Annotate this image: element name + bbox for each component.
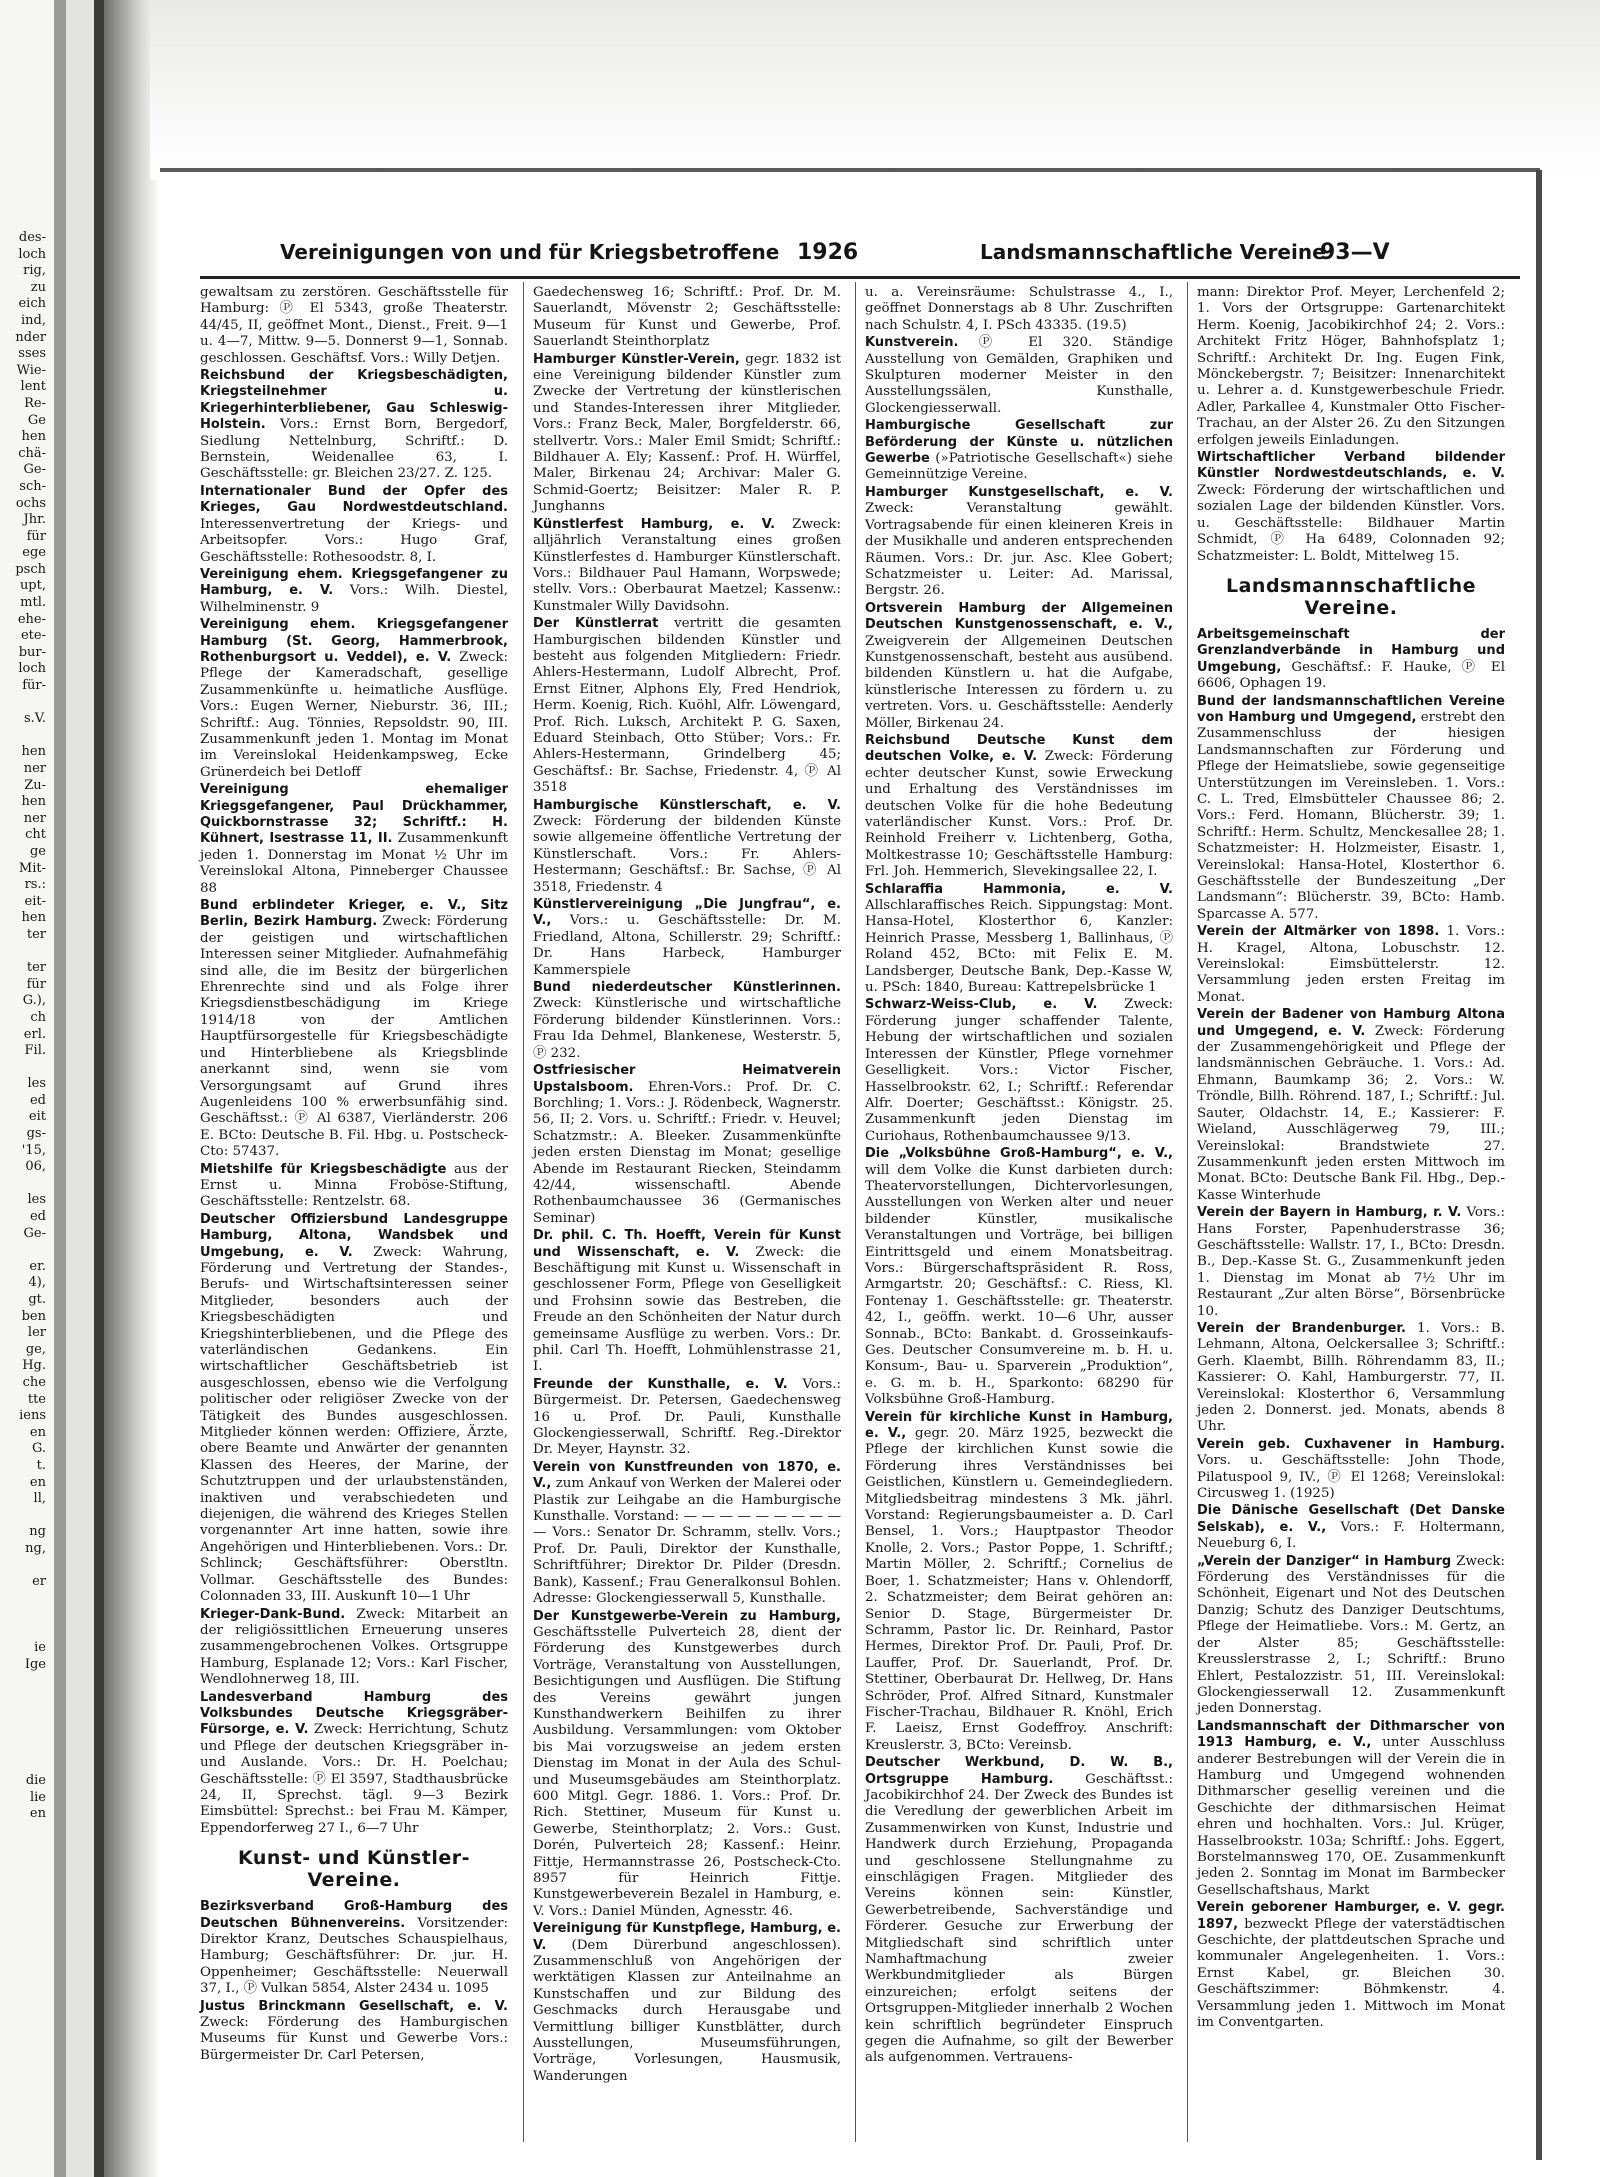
gutter-fragment: Ge- (23, 462, 46, 478)
column-divider (523, 282, 524, 2142)
gutter-fragment: ll, (33, 1491, 46, 1507)
gutter-fragment: ge, (25, 1341, 46, 1357)
directory-entry (865, 285, 1173, 334)
gutter-fragment: ie (34, 1640, 46, 1656)
column-divider (1187, 282, 1188, 2142)
directory-entry (200, 1607, 508, 1689)
gutter-fragment: des- (18, 230, 46, 245)
entry-name: Verein geborener Hamburger, e. V. gegr. 1897, (1197, 1900, 1505, 1932)
column-divider (855, 282, 856, 2142)
entry-name: Bund erblindeter Krieger, e. V., Sitz Berlin, Bezirk Hamburg. (200, 898, 508, 930)
gutter-fragment: psch (15, 561, 46, 577)
entry-text: Vors.: u. Geschäftsstelle: Dr. M. Friedland, Altona, Schillerstr. 29; Schriftf.: Dr. Hans Harbeck, Hamburger Kammerspiele (533, 913, 842, 978)
entry-text: unter Ausschluss anderer Bestrebungen will der Verein die in Hamburg und Umgegend wohnenden Dithmarscher gesellig vereinen und die Geschichte der dithmarsischen Heimat ehren und hochhalten. Vors.: Jul. Krüger, Hasselbrookstr. 103a; Schriftf.: Johs. Eggert, Borstelmannsweg 170, OE. Zusammenkunft jeden 2. Sonntag im Monat im Barmbecker Gesellschaftshaus, Markt (1197, 1735, 1505, 1898)
directory-entry (1197, 694, 1505, 924)
directory-entry (533, 517, 841, 615)
entry-name: Internationaler Bund der Opfer des Krieges, Gau Nordwestdeutschland. (200, 483, 508, 516)
entry-name: Landsmannschaft der Dithmarscher von 1913 Hamburg, e. V., (1197, 1718, 1505, 1751)
gutter-fragment: G.), (22, 993, 46, 1009)
entry-text: aus der Ernst u. Minna Froböse-Stiftung, Geschäftsstelle: Rentzelstr. 68. (200, 1161, 509, 1210)
directory-entry (865, 601, 1173, 732)
directory-entry (865, 335, 1173, 417)
gutter-fragment (0, 1823, 46, 1840)
directory-entry (533, 352, 841, 516)
entry-name: Reichsbund Deutsche Kunst dem deutschen Volke, e. V. (865, 732, 1173, 765)
column-2 (533, 285, 841, 2086)
entry-text: Ⓟ El 320. Ständige Ausstellung von Gemälden, Graphiken und Skulpturen moderner Meister in den Ausstellungssälen, Kunsthalle, Glockengiesserwall. (865, 335, 1173, 416)
entry-text: mann: Direktor Prof. Meyer, Lerchenfeld 2; 1. Vors der Ortsgruppe: Gartenarchitekt Herm. Koenig, Jacobikirchhof 24; 2. Vors.: Architekt Fritz Höger, Bahnhofsplatz 1; Schriftf.: Architekt Dr. Ing. Eugen Fink, Mönckebergstr. 7; Beisitzer: Innenarchitekt u. Lehrer a. d. Kunstgewerbeschule Friedr. Adler, Parkallee 4, Kunstmaler Otto Fischer-Trachau, an der Alster 26. Zu den Sitzungen erfolgen jeweils Einladungen. (1197, 285, 1505, 448)
directory-entry (1197, 1719, 1505, 1899)
gutter-fragment: ter (26, 926, 46, 942)
entry-text: Geschäftsstelle Pulverteich 28, dient der Förderung des Kunstgewerbes durch Vorträge, Veranstaltung von Ausstellungen, Besichtigungen und Ausflügen. Die Stiftung des Vereins gewährt jungen Kunsthandwerkern Beihilfen zu ihrer Ausbildung. Versammlungen: vom Oktober bis Mai vorzugsweise an jedem ersten Dienstag im Monat in der Aula des Schul- und Museumsgebäudes am Steinthorplatz. 600 Mitgl. Gegr. 1886. 1. Vors.: Prof. Dr. Rich. Stettiner, Museum für Kunst u. Gewerbe, Steinthorplatz; 2. Vors.: Gust. Dorén, Pulverteich 28; Kassenf.: Heinr. Fittje, Hermannstrasse 26, Postscheck-Cto. 8957 für Heinrich Fittje. Kunstgewerbeverein Bezalel in Hamburg, e. V. Vors.: Daniel Münden, Agnesstr. 46. (533, 1624, 841, 1919)
entry-text: Zweck: Veranstaltung gewählt. Vortragsabende für einen kleineren Kreis in der Musikhalle und anderen entsprechenden Räumen. Vors.: Dr. jur. Asc. Klee Gobert; Schatzmeister u. Leiter: Ad. Marissal, Bergstr. 26. (865, 501, 1173, 599)
gutter-fragment: tte (27, 1391, 46, 1407)
entry-text: Zweck: Förderung der Zusammengehörigkeit und Pflege der landsmännischen Gebräuche. 1. Vors.: Ad. Ehmann, Baumkamp 36; 2. Vors.: W. Tröndle, Billh. Röhrend. 187, I.; Schriftf.: Jul. Sauter, Oldachstr. 14, E.; Kassierer: F. Wieland, Ausschlägerweg 79, III.; Vereinslokal: Brandstwiete 27. Zusammenkunft jeden ersten Mittwoch im Monat. BCto: Deutsche Bank Fil. Hbg., Dep.-Kasse Winterhude (1197, 1023, 1505, 1203)
directory-entry (1197, 1554, 1505, 1718)
gutter-fragment: Ge (27, 412, 46, 428)
entry-text: Zweck: Förderung der geistigen und wirtschaftlichen Interessen seiner Mitglieder. Aufnahmefähig sind alle, die im Besitz der bürgerlichen Ehrenrechte sind und als Folge ihrer Kriegsdienstbeschädigung im Kriege 1914/18 von der Amtlichen Hauptfürsorgestelle für Kriegsbeschädigte und Hinterbliebene als Kriegsblinde anerkannt sind, wenn sie vom Versorgungsamt auf Grund ihres Augenleidens 100 % erwerbsunfähig sind. Geschäftsst.: Ⓟ Al 6387, Vierländerstr. 206 E. BCto: Deutsche B. Fil. Hbg. u. Postscheck-Cto: 57437. (200, 914, 508, 1160)
entry-text: Allschlaraffisches Reich. Sippungstag: Mont. Hansa-Hotel, Klosterthor 6, Kanzler: Heinrich Prasse, Messberg 1, Ballinhaus, Ⓟ Roland 452, BCto: mit Felix E. M. Landsberger, Deutsche Bank, Dep.-Kasse W, u. PSch: 1840, Bureau: Kattrepelsbrücke 1 (865, 898, 1173, 996)
gutter-fragment: upt, (19, 578, 46, 594)
directory-entry (533, 1921, 841, 2085)
directory-entry (200, 1162, 508, 1211)
gutter-fragment: en (29, 1806, 46, 1822)
entry-name: Verein der Badener von Hamburg Altona und Umgegend, e. V. (1197, 1007, 1505, 1039)
gutter-fragment: ge (29, 843, 46, 859)
directory-entry (200, 1999, 508, 2065)
gutter-fragment: ng, (25, 1540, 46, 1556)
gutter-fragment: hen (21, 910, 46, 926)
directory-entry (865, 485, 1173, 600)
directory-entry (1197, 1007, 1505, 1204)
entry-text: Zweck: Künstlerische und wirtschaftliche Förderung bildender Künstlerinnen. Vors.: Frau Ida Dehmel, Blankenese, Westerstr. 5, Ⓟ 232. (533, 996, 841, 1061)
directory-entry (200, 285, 508, 367)
gutter-fragment: rs.: (24, 877, 46, 893)
entry-name: Schlaraffia Hammonia, e. V. (865, 881, 1173, 897)
gutter-fragment (0, 1757, 46, 1774)
entry-name: Bezirksverband Groß-Hamburg des Deutschen Bühnenvereins. (200, 1899, 508, 1931)
gutter-fragment: s.V. (23, 711, 46, 727)
directory-entry (1197, 924, 1505, 1006)
gutter-fragment: zu (30, 279, 46, 295)
entry-name: Reichsbund der Kriegsbeschädigten, Kriegsteilnehmer u. Kriegerhinterbliebener, Gau Schleswig-Holstein. (200, 368, 508, 433)
entry-text: Zweigverein der Allgemeinen Deutschen Kunstgenossenschaft, besteht aus ausübend. bildenden Künstlern u. hat die Aufgabe, künstlerische Interessen zu fördern u. zu vertreten. Vors. u. Geschäftsstelle: Aenderly Möller, Birkenau 24. (865, 633, 1173, 731)
entry-text: Vors.: Ernst Born, Bergedorf, Siedlung Nettelnburg, Schriftf.: D. Bernstein, Weidenallee 63, I. Geschäftsstelle: gr. Bleichen 23/27. Z. 125. (200, 417, 508, 482)
entry-text: Zweck: Herrichtung, Schutz und Pflege der deutschen Kriegsgräber in- und Auslande. Vors.: Dr. H. Poelchau; Geschäftsstelle: Ⓟ El 3597, Stadthausbrücke 24, II, Sprechst. tägl. 9—3 Bezirk Eimsbüttel: Sprechst.: bei Frau M. Kämper, Eppendorferweg 27 I., 6—7 Uhr (200, 1722, 509, 1836)
directory-entry (200, 567, 508, 616)
entry-name: Verein geb. Cuxhavener in Hamburg. (1197, 1436, 1505, 1452)
gutter-fragment: chä- (18, 445, 46, 461)
entry-text: 1. Vors.: H. Kragel, Altona, Lobuschstr. 12. Vereinslokal: Eimsbüttelerstr. 12. Versammlung jeden ersten Freitag im Monat. (1197, 924, 1506, 1005)
entry-text: Interessenvertretung der Kriegs- und Arbeitsopfer. Vors.: Hugo Graf, Geschäftsstelle: Rothesoodstr. 8, I. (200, 516, 508, 565)
page-top-margin (150, 0, 1600, 180)
gutter-fragment: ng (29, 1524, 46, 1540)
gutter-fragment: en (29, 1474, 46, 1490)
entry-name: Ostfriesischer Heimatverein Upstalsboom. (533, 1063, 841, 1095)
gutter-fragment: Ige (24, 1657, 46, 1673)
directory-entry (200, 617, 508, 781)
directory-entry (1197, 627, 1505, 693)
gutter-fragment: gt. (28, 1292, 46, 1307)
gutter-fragment (0, 1060, 46, 1077)
column-1 (200, 285, 508, 2065)
gutter-fragment: 06, (25, 1159, 46, 1175)
entry-name: Die „Volksbühne Groß-Hamburg“, e. V., (865, 1146, 1173, 1162)
directory-entry (865, 1146, 1173, 1409)
entry-text: zum Ankauf von Werken der Malerei oder Plastik zur Leihgabe an die Hamburgische Kunsthalle. Vorstand: — — — — — — — — — — Vors.: Senator Dr. Schramm, stellv. Vors.; Prof. Dr. Pauli, Direktor der Kunsthalle, Schriftführer; Direktor Dr. Pilder (Dresdn. Bank), Kassenf.; Frau Generalkonsul Bohlen. Adresse: Glockengiesserwall 5, Kunsthalle. (533, 1476, 841, 1607)
page-right-edge (1536, 170, 1542, 2160)
gutter-fragment: Jhr. (23, 512, 46, 528)
gutter-fragment: les (27, 1076, 46, 1092)
directory-entry (865, 1410, 1173, 1755)
directory-entry (533, 1377, 841, 1459)
gutter-fragment (0, 1508, 46, 1525)
gutter-fragment (0, 1723, 46, 1740)
entry-text: Vors.: Wilh. Diestel, Wilhelminenstr. 9 (200, 583, 508, 615)
entry-text: Vors.: Bürgermeist. Dr. Petersen, Gaedechensweg 16 u. Prof. Dr. Pauli, Kunsthalle Glockengiesserwall, Schriftf. Reg.-Direktor Dr. Meyer, Haynstr. 32. (533, 1376, 841, 1458)
gutter-fragment (0, 695, 46, 712)
gutter-fragment: loch (18, 246, 46, 262)
entry-name: Krieger-Dank-Bund. (200, 1606, 346, 1622)
entry-name: Verein der Bayern in Hamburg, r. V. (1197, 1205, 1462, 1221)
entry-text: Zweck: Förderung der wirtschaftlichen und sozialen Lage der bildenden Künstler. Vors. u. Geschäftsstelle: Bildhauer Martin Schmidt, Ⓟ Ha 6489, Colonnaden 92; Schatzmeister: L. Boldt, Mittelweg 15. (1197, 482, 1505, 564)
gutter-fragment (0, 1956, 46, 1973)
gutter-fragment: Wie- (16, 362, 46, 378)
directory-entry (1197, 1503, 1505, 1552)
gutter-fragment (0, 1558, 46, 1575)
entry-name: Kunstverein. (865, 335, 959, 351)
entry-text: Ehren-Vors.: Prof. Dr. C. Borchling; 1. Vors.: J. Rödenbeck, Wagnerstr. 56, II; 2. Vors. u. Schriftf.: Friedr. v. Heuvel; Schatzmstr.: A. Bleeker. Zusammenkünfte jeden ersten Dienstag im Monat; gesellige Abende im Restaurant Riecken, Steindamm 42/44, wissenschaftl. Abende Rothenbaumchaussee 36 (Germanisches Seminar) (533, 1079, 841, 1226)
entry-name: Ortsverein Hamburg der Allgemeinen Deutschen Kunstgenossenschaft, e. V., (865, 600, 1173, 633)
book-spine-paper (66, 0, 94, 2177)
gutter-fragment: er (32, 1574, 46, 1590)
entry-text: gegr. 1832 ist eine Vereinigung bildender Künstler zum Zwecke der Vertretung der künstlerischen und Standes-Interessen ihrer Mitglieder. Vors.: Franz Beck, Maler, Borgfelderstr. 66, stellvertr. Vors.: Maler Emil Smidt; Schriftf.: Bildhauer A. Ely; Kassenf.: Prof. H. Würffel, Maler, Birkenau 24; Archivar: Maler G. Schmid-Goertz; Beisitzer: Maler R. P. Junghanns (533, 351, 841, 515)
directory-entry (865, 418, 1173, 484)
gutter-fragment: ner (23, 810, 46, 826)
section-heading: Landsmannschaftliche Vereine. (1225, 574, 1476, 619)
directory-entry (533, 1063, 841, 1227)
directory-entry (865, 1755, 1173, 2067)
header-rule (200, 276, 1520, 279)
entry-name: Dr. phil. C. Th. Hoefft, Verein für Kunst und Wissenschaft, e. V. (533, 1228, 841, 1260)
entry-name: Arbeitsgemeinschaft der Grenzlandverbände in Hamburg und Umgebung, (1197, 626, 1505, 675)
gutter-fragment (0, 1889, 46, 1906)
entry-text: Geschäftsst.: Jacobikirchhof 24. Der Zweck des Bundes ist die Veredlung der gewerblichen Arbeit im Zusammenwirken von Kunst, Industrie und Handwerk durch Erziehung, Propaganda und geschlossene Stellungnahme zu einschlägigen Fragen. Mitglieder des Vereins können sein: Künstler, Gewerbetreibende, Sachverständige und Förderer. Gesuche zur Erwerbung der Mitgliedschaft sind schriftlich unter Namhaftmachung zweier Werkbundmitglieder als Bürgen einzureichen; erfolgt seitens der Ortsgruppen-Mitglieder innerhalb 2 Wochen kein schriftlich begründeter Einspruch gegen die Aufnahme, so gilt der Bewerber als aufgenommen. Vertrauens- (865, 1771, 1173, 2066)
entry-text: bezweckt Pflege der vaterstädtischen Geschichte, der plattdeutschen Sprache und kommunaler Angelegenheiten. 1. Vors.: Ernst Kabel, gr. Bleichen 30. Geschäftszimmer: Böhmkenstr. 4. Versammlung jeden 1. Mittwoch im Monat im Conventgarten. (1197, 1916, 1505, 2031)
gutter-fragment: ind, (21, 312, 46, 328)
gutter-fragment: lie (29, 1789, 46, 1805)
gutter-fragment (0, 1707, 46, 1724)
gutter-fragment: erl. (23, 1026, 46, 1042)
entry-name: Der Kunstgewerbe-Verein zu Hamburg, (533, 1608, 841, 1624)
gutter-fragment: sch- (19, 478, 46, 494)
gutter-fragment: für (26, 528, 46, 544)
entry-name: Verein der Brandenburger. (1197, 1320, 1406, 1336)
entry-text: Vors.: Hans Forster, Papenhuderstrasse 36; Geschäftsstelle: Wallstr. 17, I., BCto: Dresdn. B., Dep.-Kasse St. G., Zusammenkunft jeden 1. Dienstag im Monat ab 7½ Uhr im Restaurant „Zur alten Börse“, Börsenbrücke 10. (1197, 1205, 1505, 1319)
gutter-fragment (0, 1176, 46, 1193)
entry-name: Wirtschaftlicher Verband bildender Künstler Nordwestdeutschlands, e. V. (1197, 450, 1505, 482)
entry-text: vertritt die gesamten Hamburgischen bildenden Künstler und besteht aus folgenden Mitgliedern: Friedr. Ahlers-Hestermann, Ludolf Albrecht, Prof. Ernst Eitner, Alphons Ely, Fred Hendriok, Herm. Koenig, Rich. Kuöhl, Alfr. Löwengard, Prof. Rich. Luksch, Architekt P. G. Saxen, Eduard Steinbach, Otto Stüber; Vors.: Fr. Ahlers-Hestermann, Grindelberg 45; Geschäftsf.: Br. Sachse, Friedenstr. 4, Ⓟ Al 3518 (533, 616, 841, 796)
entry-text: Zweck: die Beschäftigung mit Kunst u. Wissenschaft in geschlossener Form, Pflege von Geselligkeit und Frohsinn sowie das Bestreben, die Freude an den Schönheiten der Natur durch gemeinsame Ausflüge zu werben. Vors.: Dr. phil. Carl Th. Hoefft, Lohmühlenstrasse 21, I. (533, 1244, 841, 1375)
gutter-fragment (0, 1856, 46, 1873)
entry-text: u. a. Vereinsräume: Schulstrasse 4., I., geöffnet Donnerstags ab 8 Uhr. Zuschriften nach Schulstr. 4, I. PSch 43335. (19.5) (865, 285, 1173, 333)
gutter-fragment: les (27, 1192, 46, 1208)
gutter-fragment: Zu- (24, 777, 46, 793)
gutter-fragment: '15, (21, 1142, 46, 1158)
gutter-fragment: sses (18, 346, 46, 362)
book-spine-shadow (94, 0, 104, 2177)
entry-text: Zweck: Mitarbeit an der religiössittlichen Erneuerung unseres zusammengebrochenen Volkes. Ortsgruppe Hamburg, Esplanade 12; Vors.: Karl Fischer, Wendlohnerweg 18, III. (200, 1606, 509, 1688)
entry-text: Zweck: Pflege der Kameradschaft, gesellige Zusammenkünfte u. heimatliche Ausflüge. Vors.: Eugen Werner, Nieburstr. 36, III.; Schriftf.: Aug. Tönnies, Repsoldstr. 90, III. Zusammenkunft jeden 1. Montag im Monat im Vereinslokal Heidenkampsweg, Ecke Grünerdeich bei Detloff (200, 649, 508, 780)
entry-text: Zweck: Wahrung, Förderung und Vertretung der Standes-, Berufs- und Wirtschaftsinteressen seiner Mitglieder, besonders auch der Kriegsbeschädigten und Kriegshinterbliebenen, und die Pflege des vaterländischen Gedankens. Ein wirtschaftlicher Geschäftsbetrieb ist ausgeschlossen, ebenso wie die Verfolgung politischer oder religiöser Zwecke von der Tätigkeit des Bundes ausgeschlossen. Mitglieder können werden: Offiziere, Ärzte, obere Beamte und Anwärter der genannten Klassen des Heeres, der Marine, der Schutztruppen und der urlaubstenständen, inaktiven und verabschiedeten und diejenigen, die während des Krieges Stellen vorgenannter Art inne hatten, sowie ihre Angehörigen und Hinterbliebenen. Vors.: Dr. Schlinck; Geschäftsführer: Oberstltn. Vollmar. Geschäftsstelle des Bundes: Colonnaden 33, III. Auskunft 10—1 Uhr (200, 1244, 509, 1605)
gutter-fragment: che (22, 1374, 46, 1390)
entry-text: Geschäftsf.: F. Hauke, Ⓟ El 6606, Ophagen 19. (1197, 659, 1505, 692)
gutter-fragment: rig, (23, 263, 46, 279)
directory-entry (533, 616, 841, 796)
directory-entry (865, 733, 1173, 881)
entry-text: gewaltsam zu zerstören. Geschäftsstelle für Hamburg: Ⓟ El 5343, große Theaterstr. 44/45, II, geöffnet Mont., Dienst., Freit. 9—1 u. 4—7, Mittw. 9—5. Donnerst 9—1, Sonnab. geschlossen. Geschäftsf. Vors.: Willy Detjen. (200, 285, 508, 366)
gutter-fragment (0, 1607, 46, 1624)
entry-name: Deutscher Werkbund, D. W. B., Ortsgruppe Hamburg. (865, 1755, 1173, 1787)
entry-name: Mietshilfe für Kriegsbeschädigte (200, 1161, 447, 1177)
directory-entry (533, 798, 841, 896)
gutter-fragment: die (25, 1773, 46, 1789)
entry-text: Vorsitzender: Direktor Kranz, Deutsches Schauspielhaus, Hamburg; Geschäftsführer: Dr. jur. H. Oppenheimer; Geschäftsstelle: Neuerwall 37, I., Ⓟ Vulkan 5854, Alster 2434 u. 1095 (200, 1915, 508, 1997)
gutter-fragment (0, 1242, 46, 1259)
directory-entry (533, 980, 841, 1062)
entry-text: Zweck: Förderung junger schaffender Talente, Hebung der wirtschaftlichen und sozialen Interessen der Künstler, Pflege vornehmer Geselligkeit. Vors.: Victor Fischer, Hasselbrookstr. 62, I.; Schriftf.: Referendar Alfr. Doerter; Geschäftsst.: Königstr. 25. Zusammenkunft jeden Dienstag im Curiohaus, Rothenbaumchaussee 9/13. (865, 997, 1173, 1144)
header-left-title: Vereinigungen von und für Kriegsbetroffene (280, 240, 780, 264)
entry-name: Justus Brinckmann Gesellschaft, e. V. (200, 1998, 508, 2014)
gutter-fragment: Ge- (23, 1225, 46, 1241)
entry-name: Vereinigung ehem. Kriegsgefangener Hamburg (St. Georg, Hammerbrook, Rothenburgsort u. Veddel), e. V. (200, 617, 508, 665)
directory-entry (865, 882, 1173, 997)
page-number: 93—V (1320, 240, 1390, 265)
directory-entry (200, 1690, 508, 1838)
directory-entry (1197, 285, 1505, 449)
entry-text: will dem Volke die Kunst darbieten durch: Theatervorstellungen, Dichtervorlesungen, Ausstellungen von Werken alter und neuer bildender Künstler, musikalische Veranstaltungen und Vorträge, bei billigen Eintrittsgeld und einem Monatsbeitrag. Vors.: Bürgerschaftspräsident R. Ross, Armgartstr. 20; Geschäftsf.: C. Riess, Kl. Fontenay 1. Geschäftsstelle: gr. Theaterstr. 42, I., geöffn. werkt. 10—6 Uhr, ausser Sonnab., BCto: Bankabt. d. Grosseinkaufs-Ges. Deutscher Consumvereine m. b. H. u. Konsum-, Bau- u. Sparverein „Produktion“, e. G. m. b. H., Sparkonto: 68290 für Volksbühne Groß-Hamburg. (865, 1162, 1173, 1408)
adjacent-page-text (0, 230, 46, 1972)
book-spine (54, 0, 66, 2177)
entry-name: Hamburgische Gesellschaft zur Beförderung der Künste u. nützlichen Gewerbe (865, 418, 1173, 467)
gutter-fragment: gs- (26, 1126, 46, 1142)
directory-entry (1197, 1437, 1505, 1503)
entry-text: gegr. 20. März 1925, bezweckt die Pflege der kirchlichen Kunst sowie die Förderung ihres Verständnisses bei Geistlichen, Künstlern u. Gemeindegliedern. Mitgliedsbeitrag mindestens 3 Mk. jährl. Vorstand: Regierungsbaumeister a. D. Carl Bensel, 1. Vors.; Hauptpastor Theodor Knolle, 2. Vors.; Pastor Poppe, 1. Schriftf.; Martin Möller, 2. Schriftf.; Cornelius de Boer, 1. Schatzmeister; Hans v. Ohlendorff, 2. Schatzmeister; dem Beirat gehören an: Senior D. Stage, Bürgermeister Dr. Schramm, Pastor lic. Dr. Reinhard, Pastor Hermes, Direktor Prof. Dr. Pauli, Prof. Dr. Lauffer, Prof. Dr. Sauerlandt, Prof. Dr. Stettiner, Oberbaurat Dr. Hellweg, Dr. Hans Schröder, Prof. Alfred Sitnard, Kunstmaler Fischer-Trachau, Bildhauer R. Knöhl, Erich F. Laeisz, Ernst Godeffroy. Anschrift: Kreuslerstr. 3, BCto: Vereinsb. (865, 1426, 1173, 1753)
gutter-fragment: ch (30, 1009, 46, 1025)
gutter-fragment (0, 1840, 46, 1857)
gutter-fragment: ed (29, 1209, 46, 1225)
gutter-fragment: loch (18, 661, 46, 677)
entry-name: Vereinigung ehemaliger Kriegsgefangener, Paul Drückhammer, Quickbornstrasse 32; Schriftf.: H. Kühnert, Isestrasse 11, II. (200, 782, 508, 847)
entry-text: Zweck: Förderung der bildenden Künste sowie allgemeine öffentliche Vertretung der Künstlerschaft. Vors.: Fr. Ahlers-Hestermann; Geschäftsf.: Br. Sachse, Ⓟ Al 3518, Friedenstr. 4 (533, 814, 841, 895)
column-4 (1197, 285, 1505, 2032)
gutter-fragment: 4), (28, 1275, 46, 1291)
gutter-fragment: bur- (18, 644, 46, 660)
gutter-fragment: ochs (15, 495, 46, 511)
gutter-fragment: ler (27, 1325, 46, 1341)
directory-entry (533, 1460, 841, 1608)
header-right-title: Landsmannschaftliche Vereine (980, 240, 1326, 264)
directory-entry (1197, 1205, 1505, 1320)
gutter-fragment: ehe- (17, 611, 46, 627)
section-heading: Kunst- und Künstler-Vereine. (237, 1847, 471, 1892)
directory-entry (200, 368, 508, 483)
gutter-fragment: Fil. (24, 1043, 46, 1059)
entry-text: Gaedechensweg 16; Schriftf.: Prof. Dr. M. Sauerlandt, Mövenstr 2; Geschäftsstelle: Museum für Kunst und Gewerbe, Prof. Sauerlandt Steinthorplatz (533, 285, 841, 350)
gutter-fragment (0, 1873, 46, 1890)
entry-text: Vors. u. Geschäftsstelle: John Thode, Pilatuspool 9, IV., Ⓟ El 1268; Vereinslokal: Circusweg 1. (1925) (1197, 1453, 1505, 1502)
directory-entry (200, 484, 508, 566)
gutter-fragment (0, 1674, 46, 1691)
gutter-fragment (0, 1591, 46, 1608)
gutter-fragment: ben (21, 1308, 46, 1324)
entry-name: Vereinigung für Kunstpflege, Hamburg, e. V. (533, 1921, 841, 1953)
gutter-fragment (0, 1906, 46, 1923)
entry-name: Deutscher Offiziersbund Landesgruppe Hamburg, Altona, Wandsbek und Umgebung, e. V. (200, 1211, 508, 1260)
gutter-fragment: eich (18, 296, 46, 312)
entry-name: Schwarz-Weiss-Club, e. V. (865, 997, 1098, 1013)
entry-name: Vereinigung ehem. Kriegsgefangener zu Hamburg, e. V. (200, 566, 508, 599)
gutter-fragment: für (26, 976, 46, 992)
entry-text: Zweck: Förderung des Hamburgischen Museums für Kunst und Gewerbe Vors.: Bürgermeister Dr. Carl Petersen, (200, 2015, 508, 2063)
gutter-fragment: Mit- (18, 860, 46, 876)
entry-text: Zweck: alljährlich Veranstaltung eines großen Künstlerfestes d. Hamburger Künstlerschaft. Vors.: Bildhauer Paul Hamann, Worpswede; stellv. Vors.: Oberbaurat Maetzel; Kassenw.: Kunstmaler Willy Davidsohn. (533, 516, 841, 614)
directory-entry (533, 285, 841, 351)
directory-entry (200, 1212, 508, 1606)
gutter-fragment: lent (20, 379, 46, 395)
entry-name: Verein von Kunstfreunden von 1870, e. V., (533, 1459, 841, 1492)
column-3 (865, 285, 1173, 2068)
directory-entry (200, 1899, 508, 1997)
gutter-fragment: mtl. (20, 595, 46, 611)
entry-name: Der Künstlerrat (533, 616, 659, 632)
gutter-fragment: G. (31, 1441, 46, 1457)
gutter-fragment: eit (28, 1109, 46, 1125)
entry-text: 1. Vors.: B. Lehmann, Altona, Oelckersallee 3; Schriftf.: Gerh. Klaembt, Billh. Röhrendamm 83, II.; Kassierer: O. Kahl, Hamburgerstr. 77, II. Vereinslokal: Klosterthor 6, Versammlung jeden 2. Donnerst. jed. Monats, abends 8 Uhr. (1197, 1320, 1505, 1435)
gutter-fragment: t. (36, 1457, 46, 1473)
directory-entry (865, 997, 1173, 1145)
gutter-fragment: iens (19, 1408, 46, 1424)
entry-name: Hamburgische Künstlerschaft, e. V. (533, 797, 841, 813)
directory-entry (1197, 1900, 1505, 2031)
gutter-fragment (0, 728, 46, 745)
gutter-fragment: für- (22, 678, 46, 694)
running-header (200, 234, 1520, 274)
directory-entry (533, 1228, 841, 1376)
entry-text: Vors.: F. Holtermann, Neueburg 6, I. (1197, 1519, 1505, 1552)
entry-name: Hamburger Künstler-Verein, (533, 351, 740, 367)
gutter-fragment (0, 1923, 46, 1940)
gutter-fragment: Hg. (22, 1358, 46, 1374)
gutter-fragment: hen (21, 794, 46, 810)
gutter-fragment: eit- (24, 893, 46, 909)
directory-entry (200, 898, 508, 1161)
entry-text: (Dem Dürerbund angeschlossen). Zusammenschluß von Angehörigen der werktätigen Klassen zur Anteilnahme an Kunstschaffen und zur Bildung des Geschmacks durch Herausgabe und Vermittlung billiger Kunstblätter, durch Ausstellungen, Museumsführungen, Vorträge, Vorlesungen, Hausmusik, Wanderungen (533, 1937, 841, 2084)
gutter-fragment (0, 1624, 46, 1641)
entry-name: Künstlervereinigung „Die Jungfrau“, e. V., (533, 897, 841, 929)
gutter-fragment: ege (22, 545, 46, 561)
directory-entry (1197, 1321, 1505, 1436)
gutter-fragment (0, 944, 46, 961)
entry-name: Verein für kirchliche Kunst in Hamburg, e. V., (865, 1409, 1173, 1442)
directory-entry (533, 897, 841, 979)
directory-entry (1197, 450, 1505, 565)
gutter-fragment: cht (25, 827, 46, 843)
gutter-fragment: ner (23, 761, 46, 776)
directory-entry (200, 782, 508, 897)
entry-name: Bund niederdeutscher Künstlerinnen. (533, 980, 841, 996)
gutter-fragment: hen (21, 744, 46, 760)
entry-name: Landesverband Hamburg des Volksbundes Deutsche Kriegsgräber-Fürsorge, e. V. (200, 1689, 508, 1738)
entry-text: erstrebt den Zusammenschluss der hiesigen Landsmannschaften zur Förderung und Pflege der Heimatsliebe, sowie gegenseitige Unterstützungen im Vereinsleben. 1. Vors.: C. L. Tred, Elmsbütteler Chaussee 86; 2. Vors.: Ferd. Homann, Blücherstr. 39; 1. Schriftf.: Herm. Schultz, Menckesallee 28; 1. Schatzmeister: H. Holzmeister, Eisastr. 1, Vereinslokal: Hansa-Hotel, Klosterthor 6. Geschäftsstelle der Bundeszeitung „Der Landsmann“: Blücherstr. 39, BCto: Hamb. Sparcasse A. 577. (1197, 709, 1506, 922)
entry-name: Die Dänische Gesellschaft (Det Danske Selskab), e. V., (1197, 1503, 1505, 1535)
gutter-fragment: ete- (20, 628, 46, 644)
gutter-fragment (0, 1939, 46, 1956)
gutter-fragment (0, 1690, 46, 1707)
gutter-fragment: nder (15, 329, 46, 345)
entry-text: (»Patriotische Gesellschaft«) siehe Gemeinnützige Vereine. (865, 451, 1173, 483)
gutter-fragment: en (29, 1424, 46, 1440)
directory-entry (533, 1609, 841, 1921)
entry-text: Zusammenkunft jeden 1. Donnerstag im Monat ½ Uhr im Vereinslokal Altona, Pinneberger Chaussee 88 (200, 831, 508, 896)
entry-name: Verein der Altmärker von 1898. (1197, 924, 1440, 940)
header-year: 1926 (797, 240, 859, 265)
entry-name: Künstlerfest Hamburg, e. V. (533, 516, 776, 532)
entry-text: Zweck: Förderung echter deutscher Kunst, sowie Erweckung und Erhaltung des Verständnisses im deutschen Volke für die hohe Bedeutung vaterländischer Kunst. Vors.: Prof. Dr. Reinhold Freiherr v. Lichtenberg, Gotha, Moltkestrasse 10; Geschäftsstelle Hamburg: Frl. Joh. Hemmerich, Slevekingsallee 22, I. (865, 749, 1173, 880)
entry-name: Freunde der Kunsthalle, e. V. (533, 1376, 788, 1392)
gutter-fragment: Re- (24, 395, 46, 411)
page-top-edge (160, 168, 1540, 172)
entry-text: Zweck: Förderung des Verständnisses für die Schönheit, Eigenart und Not des Deutschen Danzig; Schutz des Danziger Deutschtums, Pflege der Heimatliebe. Vors.: M. Gertz, an der Alster 85; Geschäftsstelle: Kreusslerstrasse 2, I.; Schriftf.: Bruno Ehlert, Pestalozzistr. 51, III. Vereinslokal: Glockengiesserwall 12. Zusammenkunft jeden Donnerstag. (1197, 1553, 1505, 1717)
gutter-fragment (0, 1740, 46, 1757)
gutter-fragment: ter (26, 960, 46, 976)
gutter-fragment: er. (29, 1258, 46, 1274)
page-gutter-shadow (104, 0, 160, 2177)
gutter-fragment: hen (21, 429, 46, 445)
gutter-fragment: ed (29, 1092, 46, 1108)
entry-name: „Verein der Danziger“ in Hamburg (1197, 1553, 1452, 1569)
entry-name: Hamburger Kunstgesellschaft, e. V. (865, 484, 1173, 500)
entry-name: Bund der landsmannschaftlichen Vereine von Hamburg und Umgegend, (1197, 693, 1505, 725)
